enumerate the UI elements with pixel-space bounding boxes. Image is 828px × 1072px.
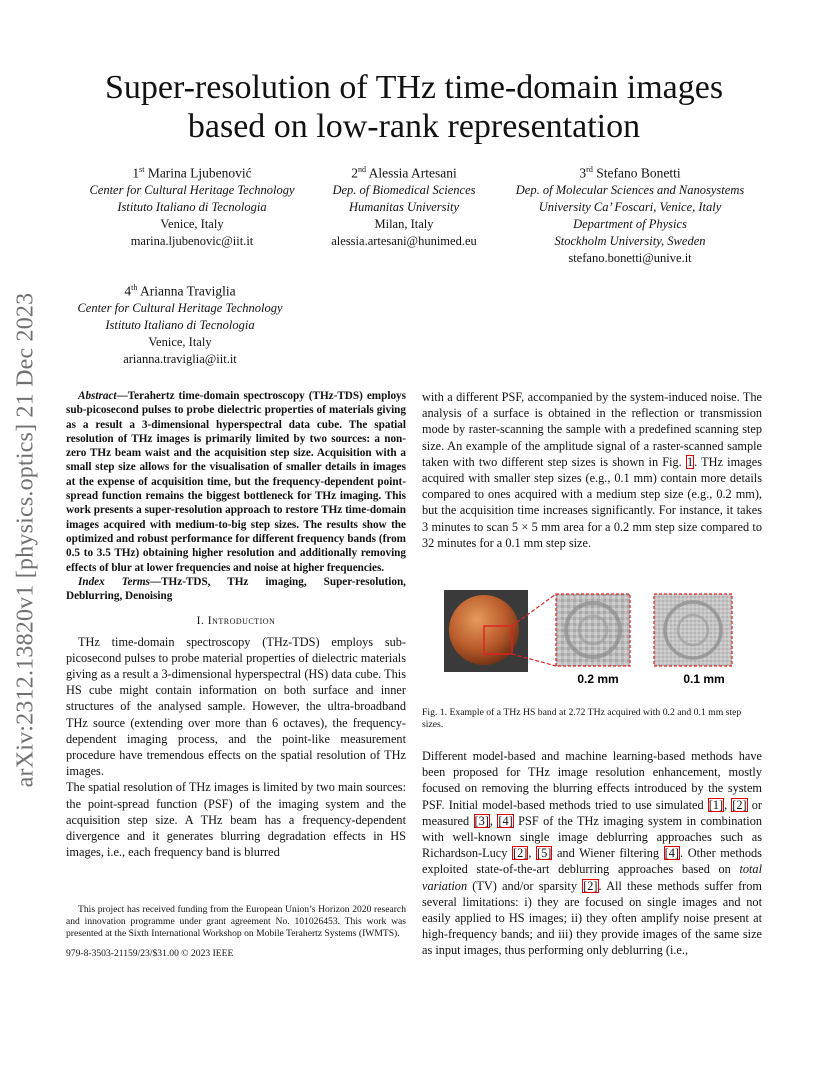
author-3-institute-2: Stockholm University, Sweden <box>554 233 706 248</box>
copyright-line: 979-8-3503-21159/23/$31.00 © 2023 IEEE <box>66 948 234 960</box>
author-3-institute: University Ca’ Foscari, Venice, Italy <box>538 199 722 214</box>
author-1-location: Venice, Italy <box>160 216 224 231</box>
author-2-location: Milan, Italy <box>374 216 434 231</box>
author-4-email[interactable]: arianna.traviglia@iit.it <box>123 351 237 366</box>
author-1-email[interactable]: marina.ljubenovic@iit.it <box>130 233 254 248</box>
abstract-label: Abstract <box>78 390 117 402</box>
author-4-block <box>60 279 300 368</box>
index-terms-text: —THz-TDS, THz imaging, Super-resolution, Deblurring, Denoising <box>66 575 406 603</box>
author-4-institute: Istituto Italiano di Tecnologia <box>105 317 255 332</box>
intro-paragraph-1: THz time-domain spectroscopy (THz-TDS) employs sub-picosecond pulses to probe material properties of dielectric materials giving as a result a 3-dimensional hyperspectral (HS) data cube. This HS cube might contain information on both surface and inner structures of the analysed sample. However, the ultra-broadband THz source (extending over more than 6 octaves), the frequency-dependent imaging process, and the point-like measurement procedure have tremendous effects on the spatial resolution of THz images. <box>66 634 406 779</box>
intro-paragraph-2: The spatial resolution of THz images is limited by two main sources: the point-spread function (PSF) of the imaging system and the acquisition step size. A THz beam has a frequency-dependent divergence and it generates blurring degradation effects in HS images, i.e., each frequency band is blurred <box>66 780 406 860</box>
author-3-name: 3rd Stefano Bonetti <box>579 165 681 181</box>
figure-ref-link[interactable]: 1 <box>686 454 694 469</box>
author-4-location: Venice, Italy <box>148 334 212 349</box>
citation-link[interactable]: [3] <box>474 813 489 828</box>
index-terms-label: Index Terms <box>78 575 150 588</box>
abstract <box>66 389 406 575</box>
right-paragraph-2: Different model-based and machine learning-based methods have been proposed for THz image resolution enhancement, mostly focused on removing the blurring effects introduced by the system PSF. Initial model-based methods tried to use simulated [1], [2] or measured [3], [4] PSF of the THz imaging system in combination with well-known single image deblurring approaches such as Richardson-Lucy [2], [5] and Wiener filtering [4]. Other methods exploited state-of-the-art deblurring approaches based on total variation (TV) and/or sparsity [2]. All these methods suffer from several limitations: i) they are focused on single images and not easily applied to HS images; ii) they often amplify noise present at high-frequency bands; and iii) they provide images of the same size as input images, thus performing only deblurring (i.e., <box>422 749 762 958</box>
abstract-text: —Terahertz time-domain spectroscopy (THz-TDS) employs sub-picosecond pulses to probe dielectric properties of materials giving as a result a 3-dimensional hyperspectral data cube. The spatial resolution of THz images is primarily limited by two sources: a non-zero THz beam waist and the acquisition step size. Acquisition with a small step size allows for the visualisation of smaller details in images at the expense of acquisition time, but the frequency-dependent point-spread function remains the biggest bottleneck for THz imaging. This work presents a super-resolution approach to restore THz time-domain images acquired with medium-to-big step sizes. The results show the optimized and robust performance for different frequency bands (from 0.5 to 3.5 THz) obtaining higher resolution and additionally removing effects of blur at lower frequencies and noise at higher frequencies. <box>66 390 406 574</box>
label-0-1mm: 0.1 mm <box>683 672 725 686</box>
author-1-institute: Istituto Italiano di Tecnologia <box>117 199 267 214</box>
right-paragraph-1: with a different PSF, accompanied by the system-induced noise. The analysis of a surface is obtained in the reflection or transmission mode by raster-scanning the sample with a predefined scanning step size. An example of the amplitude signal of a raster-scanned sample taken with two different step sizes is shown in Fig. 1. THz images acquired with smaller step sizes (e.g., 0.1 mm) contain more details compared to ones acquired with a medium step size (e.g., 0.2 mm), but the acquisition time increases significantly. For instance, it takes 3 minutes to scan 5 × 5 mm area for a 0.2 mm step size compared to 32 minutes for a 0.1 mm step size. <box>422 390 763 550</box>
citation-link[interactable]: [1] <box>708 797 724 812</box>
author-1-affiliation: Center for Cultural Heritage Technology <box>89 182 295 197</box>
author-2-block <box>314 161 494 250</box>
author-2-institute: Humanitas University <box>348 199 460 214</box>
author-1-name: 1st Marina Ljubenović <box>132 165 252 181</box>
citation-link[interactable]: [2] <box>512 846 528 861</box>
author-4-affiliation: Center for Cultural Heritage Technology <box>77 300 283 315</box>
author-1-block <box>74 161 310 250</box>
citation-link[interactable]: [5] <box>537 846 552 861</box>
author-2-affiliation: Dep. of Biomedical Sciences <box>332 182 476 197</box>
funding-note: This project has received funding from the European Union’s Horizon 2020 research and innovation programme under grant agreement No. 101026453. This work was presented at the Sixth International Workshop on Mobile Terahertz Systems (IWMTS). <box>66 904 406 939</box>
citation-link[interactable]: [4] <box>664 846 679 861</box>
right-column-top <box>422 389 762 551</box>
author-4-name: 4th Arianna Traviglia <box>124 283 236 299</box>
author-2-email[interactable]: alessia.artesani@hunimed.eu <box>331 233 477 248</box>
right-column-bottom <box>422 748 762 959</box>
author-3-block <box>496 161 764 267</box>
citation-link[interactable]: [4] <box>498 813 513 828</box>
title-line-1: Super-resolution of THz time-domain images <box>104 69 724 106</box>
author-3-email[interactable]: stefano.bonetti@unive.it <box>568 250 692 265</box>
footnote <box>66 904 406 960</box>
index-terms <box>66 575 406 604</box>
citation-link[interactable]: [2] <box>583 878 598 893</box>
paper-title <box>60 68 768 146</box>
author-2-name: 2nd Alessia Artesani <box>351 165 457 181</box>
label-0-2mm: 0.2 mm <box>577 672 619 686</box>
figure-1 <box>444 590 744 690</box>
figure-1-caption: Fig. 1. Example of a THz HS band at 2.72 THz acquired with 0.2 and 0.1 mm step sizes. <box>422 707 742 730</box>
left-column <box>66 389 406 861</box>
section-heading-introduction: I. Introduction <box>196 615 276 628</box>
citation-link[interactable]: [2] <box>732 797 747 812</box>
author-3-affiliation: Dep. of Molecular Sciences and Nanosystems <box>515 182 745 197</box>
arxiv-id-text: arXiv:2312.13820v1 [physics.optics] 21 Dec 2023 <box>12 292 39 788</box>
author-3-department: Department of Physics <box>573 216 687 231</box>
arxiv-stamp <box>6 260 46 820</box>
title-line-2: based on low-rank representation <box>187 108 641 145</box>
